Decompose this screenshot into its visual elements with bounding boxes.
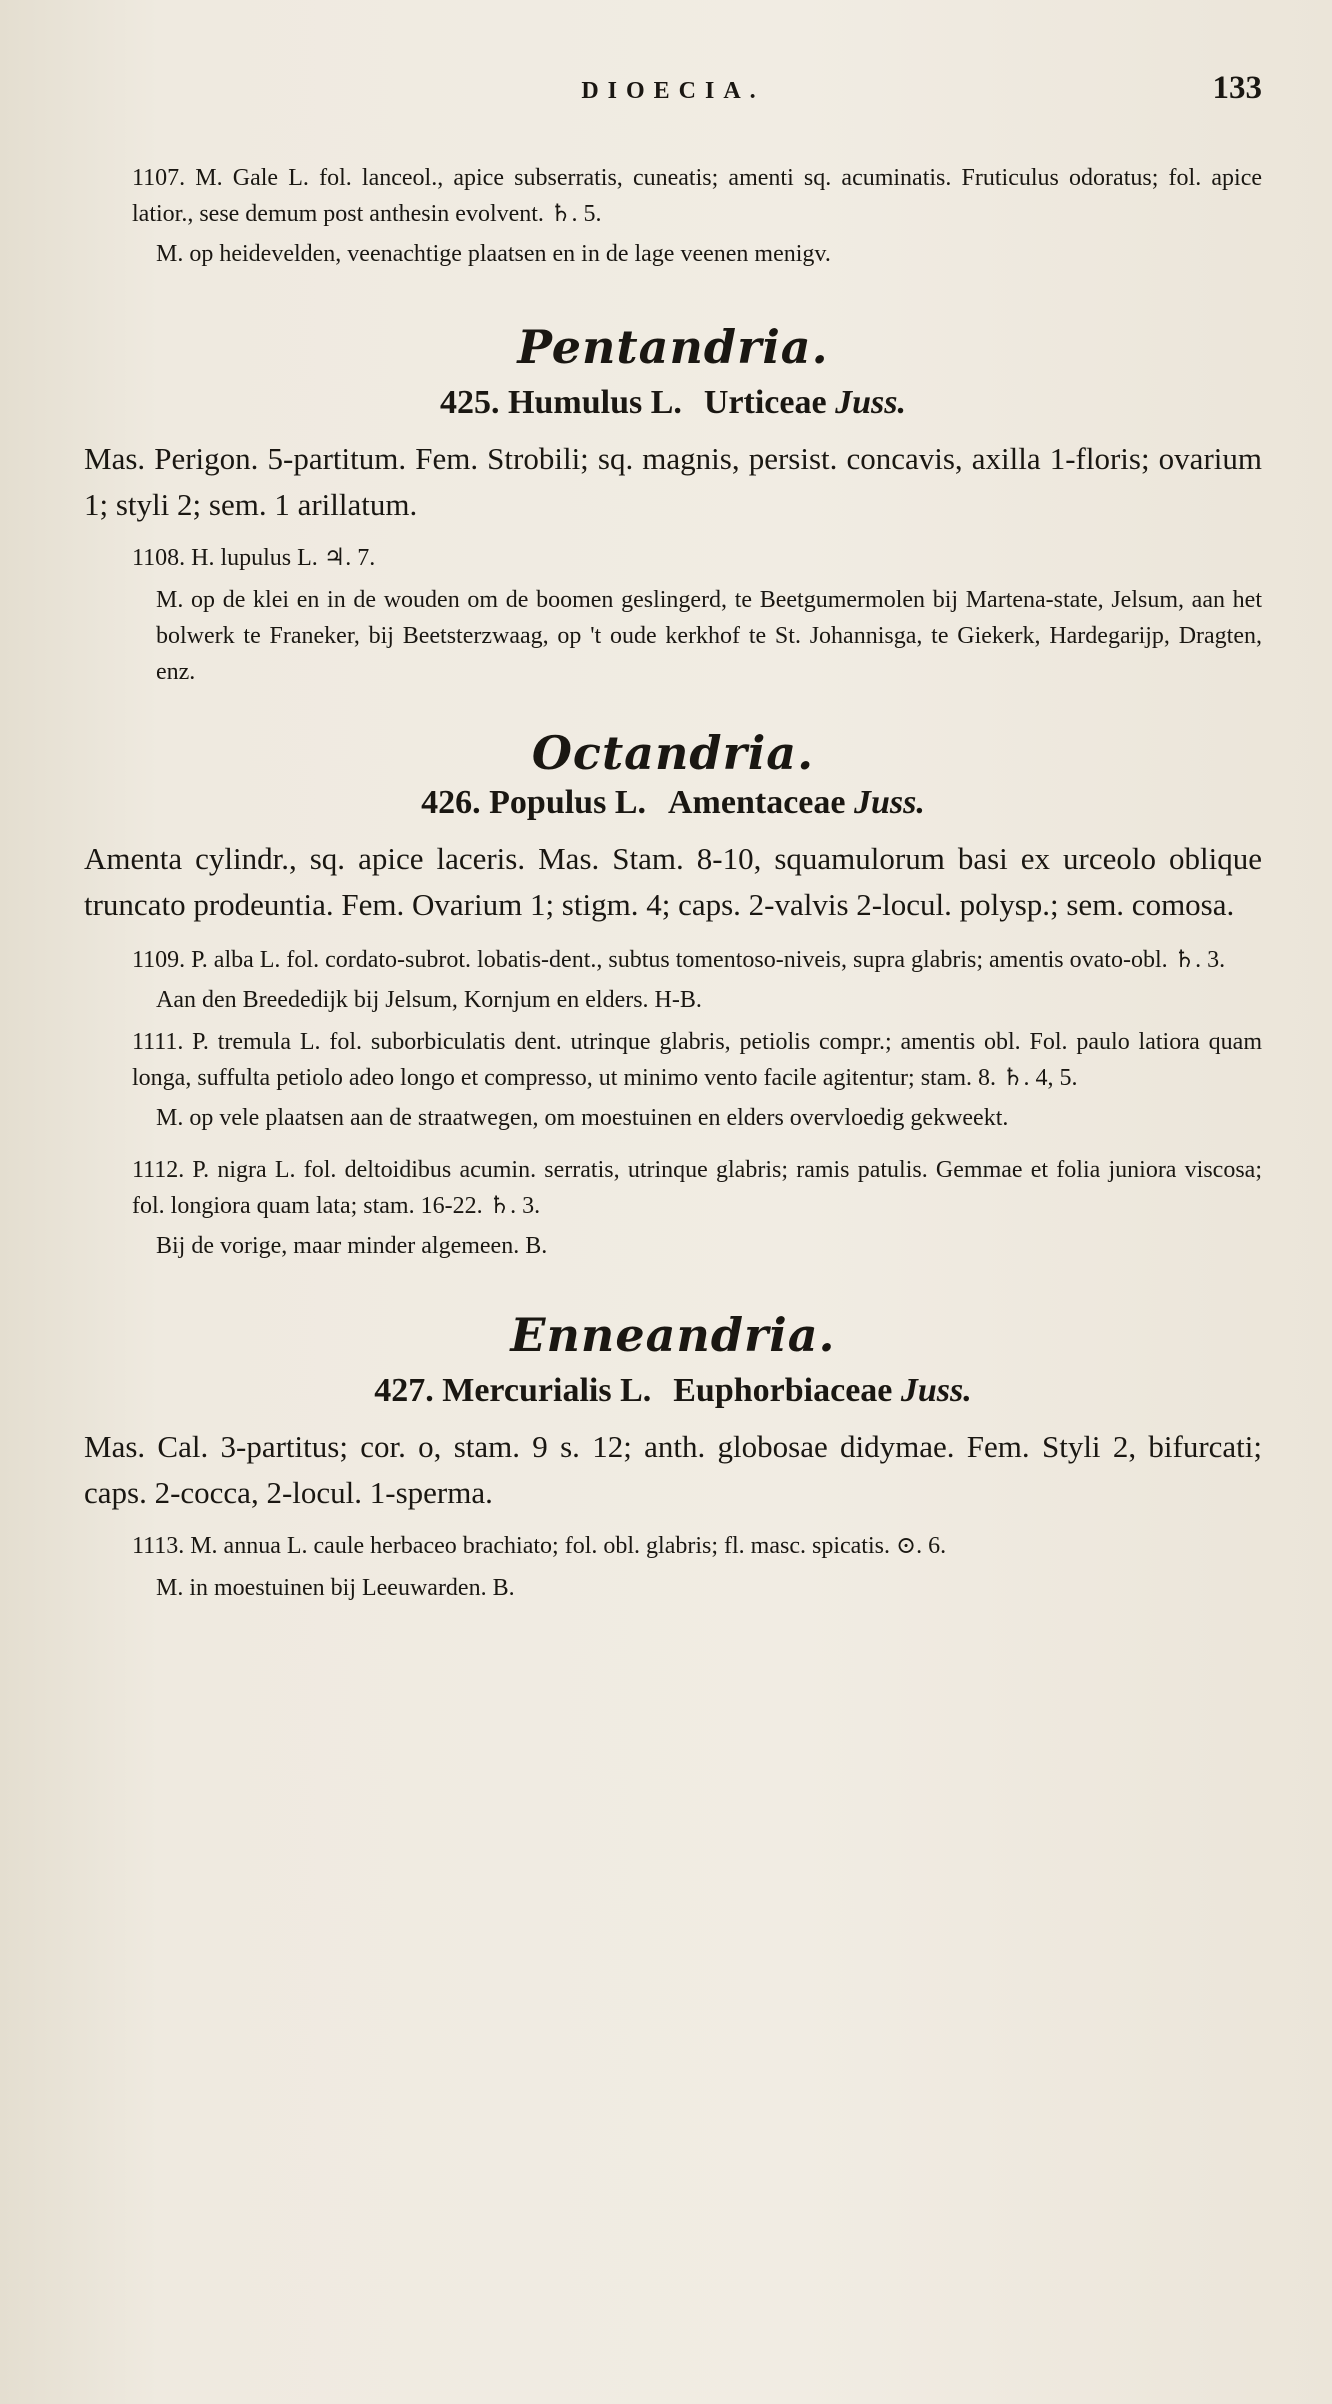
habitat-note-1111: M. op vele plaatsen aan de straatwegen, om moestuinen en elders overvloedig gekweekt.: [156, 1105, 1009, 1131]
running-head: [84, 70, 1262, 130]
page-number: 133: [1212, 70, 1262, 106]
section-heading-octandria: Octandria.: [531, 726, 815, 780]
genus-description-mercurialis: Mas. Cal. 3-partitus; cor. o, stam. 9 s. 12; anth. globosae didymae. Fem. Styli 2, bifurcati; caps. 2-cocca, 2-locul. 1-sperma.: [84, 1429, 1262, 1510]
genus-family-author: Juss.: [853, 784, 925, 821]
genus-heading-mercurialis: [84, 1372, 1262, 1410]
genus-family: Euphorbiaceae: [673, 1372, 893, 1409]
section-heading-pentandria: Pentandria.: [517, 320, 829, 374]
habitat-note-1112: Bij de vorige, maar minder algemeen. B.: [156, 1233, 548, 1259]
genus-family: Amentaceae: [668, 784, 846, 821]
species-entry-1111: 1111. P. tremula L. fol. suborbiculatis dent. utrinque glabris, petiolis compr.; amentis obl. Fol. paulo latiora quam longa, suffulta petiolo adeo longo et compresso, ut minimo vento facile agitentur; stam. 8. ♄. 4, 5.: [132, 1029, 1262, 1091]
genus-family-author: Juss.: [900, 1372, 972, 1409]
genus-heading-humulus: [84, 384, 1262, 422]
genus-description-populus: Amenta cylindr., sq. apice laceris. Mas. Stam. 8-10, squamulorum basi ex urceolo oblique truncato prodeuntia. Fem. Ovarium 1; stigm. 4; caps. 2-valvis 2-locul. polysp.; sem. comosa.: [84, 841, 1262, 922]
habitat-note-1109: Aan den Breededijk bij Jelsum, Kornjum en elders. H-B.: [156, 987, 702, 1013]
genus-family: Urticeae: [703, 384, 827, 421]
genus-family-author: Juss.: [835, 384, 906, 421]
species-entry-1112: 1112. P. nigra L. fol. deltoidibus acumin. serratis, utrinque glabris; ramis patulis. Gemmae et folia juniora viscosa; fol. longiora quam lata; stam. 16-22. ♄. 3.: [132, 1157, 1262, 1219]
species-entry-1109: 1109. P. alba L. fol. cordato-subrot. lobatis-dent., subtus tomentoso-niveis, supra glabris; amentis ovato-obl. ♄. 3.: [132, 947, 1226, 973]
habitat-note-1113: M. in moestuinen bij Leeuwarden. B.: [156, 1575, 515, 1601]
genus-name: 425. Humulus L.: [440, 384, 682, 421]
genus-heading-populus: [84, 784, 1262, 822]
species-entry-1107: 1107. M. Gale L. fol. lanceol., apice subserratis, cuneatis; amenti sq. acuminatis. Fruticulus odoratus; fol. apice latior., sese demum post anthesin evolvent. ♄. 5.: [132, 165, 1262, 227]
habitat-note-1108: M. op de klei en in de wouden om de boomen geslingerd, te Beetgumermolen bij Martena-state, Jelsum, aan het bolwerk te Franeker, bij Beetsterzwaag, op 't oude kerkhof te St. Johannisga, te Giekerk, Hardegarijp, Dragten, enz.: [156, 587, 1262, 685]
section-heading-enneandria: Enneandria.: [510, 1308, 836, 1362]
running-title: DIOECIA.: [581, 78, 765, 104]
species-entry-1108: 1108. H. lupulus L. ♃. 7.: [132, 545, 376, 571]
genus-name: 426. Populus L.: [421, 784, 646, 821]
species-entry-1113: 1113. M. annua L. caule herbaceo brachiato; fol. obl. glabris; fl. masc. spicatis. ⊙. 6.: [132, 1533, 947, 1559]
genus-name: 427. Mercurialis L.: [374, 1372, 652, 1409]
habitat-note-1107: M. op heidevelden, veenachtige plaatsen en in de lage veenen menigv.: [156, 241, 831, 267]
genus-description-humulus: Mas. Perigon. 5-partitum. Fem. Strobili; sq. magnis, persist. concavis, axilla 1-floris; ovarium 1; styli 2; sem. 1 arillatum.: [84, 441, 1262, 522]
